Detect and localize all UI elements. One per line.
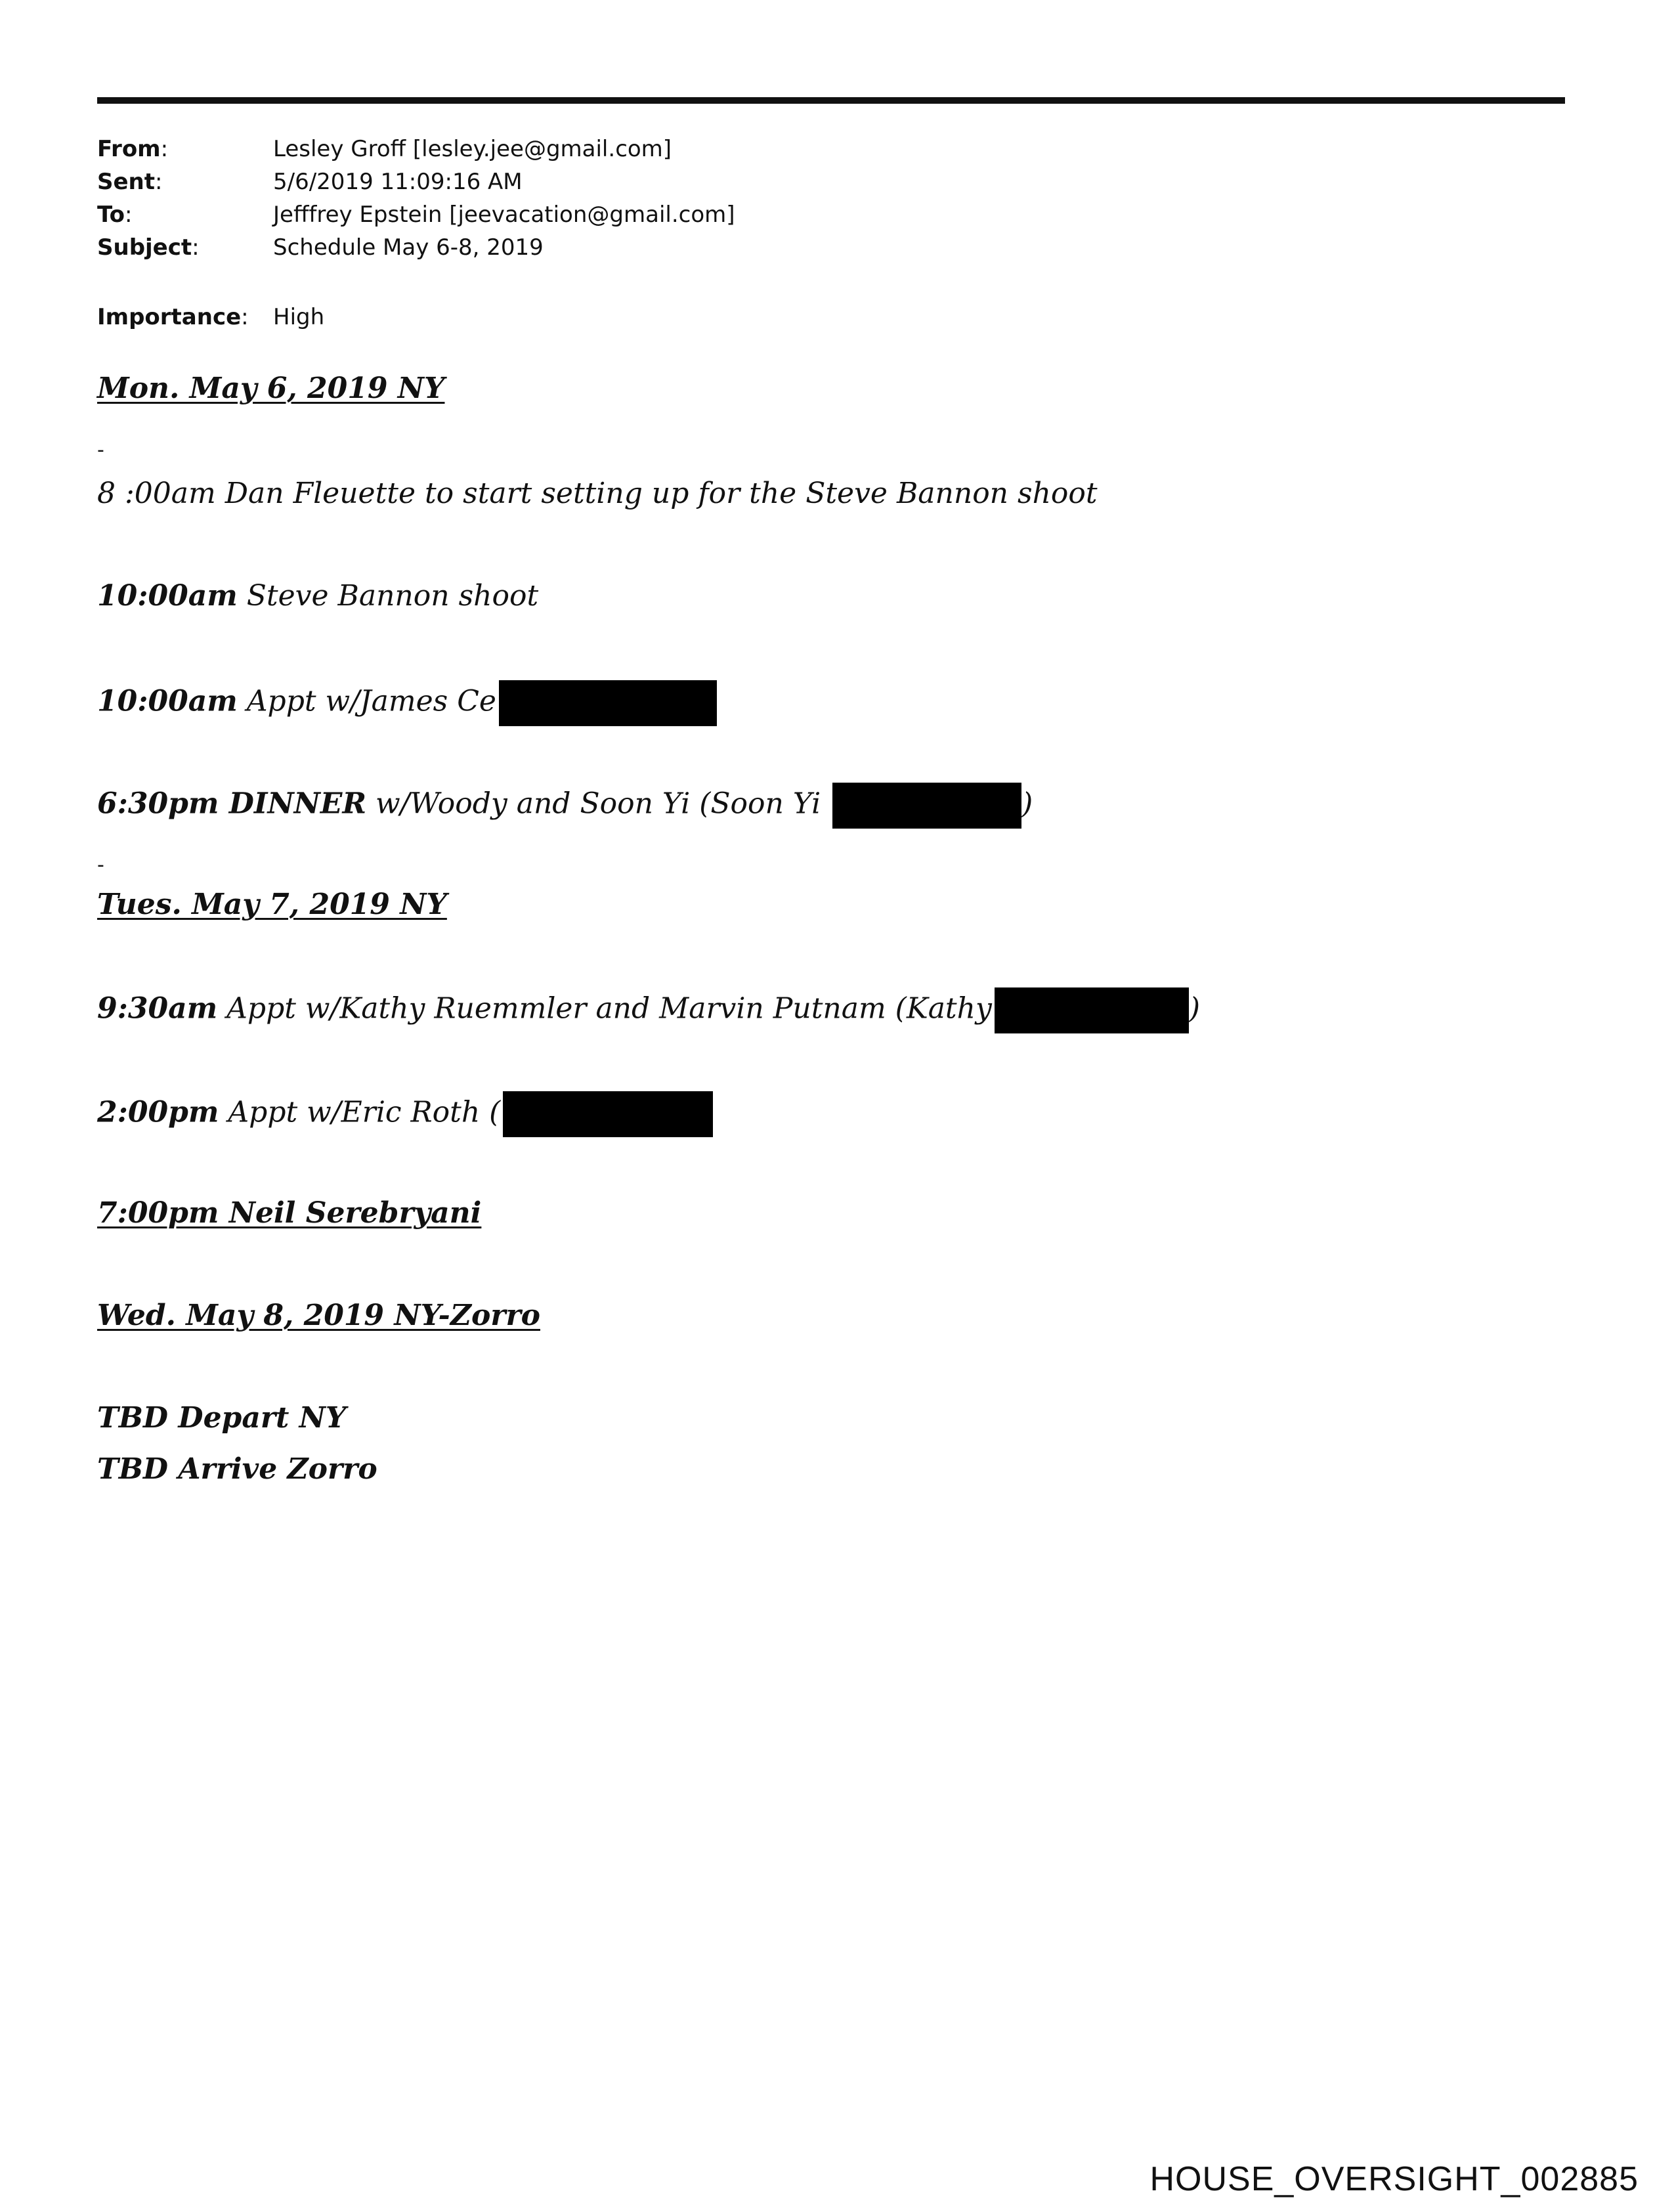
item-time: 9:30am	[97, 991, 218, 1026]
from-label: From	[97, 136, 161, 162]
schedule-item-dinner	[97, 783, 1033, 829]
schedule-item-depart: TBD Depart NY	[97, 1401, 347, 1435]
separator-dash: -	[97, 854, 104, 877]
from-value: Lesley Groff [lesley.jee@gmail.com]	[273, 136, 672, 162]
schedule-item-appt-james	[97, 680, 717, 726]
sent-row: Sent: 5/6/2019 11:09:16 AM	[97, 165, 735, 198]
subject-label: Subject	[97, 234, 192, 261]
redaction-block	[503, 1091, 713, 1137]
schedule-item-appt-eric	[97, 1091, 713, 1137]
day-heading-monday: Mon. May 6, 2019 NY	[97, 372, 445, 405]
item-text: Appt w/Eric Roth (	[219, 1095, 501, 1129]
day-heading-wednesday: Wed. May 8, 2019 NY-Zorro	[97, 1299, 540, 1332]
schedule-item-neil: 7:00pm Neil Serebryani	[97, 1196, 482, 1230]
redaction-block	[499, 680, 717, 726]
item-text: Appt w/Kathy Ruemmler and Marvin Putnam (Kathy	[217, 991, 992, 1026]
item-time: 10:00am	[97, 579, 238, 613]
item-time: 6:30pm DINNER	[97, 787, 367, 821]
item-time: 10:00am	[97, 684, 238, 718]
schedule-item-appt-kathy	[97, 987, 1200, 1033]
header-rule	[97, 97, 1565, 104]
separator-dash: -	[97, 439, 104, 462]
to-value: Jefffrey Epstein [jeevacation@gmail.com]	[273, 202, 735, 228]
subject-row: Subject: Schedule May 6-8, 2019	[97, 231, 735, 264]
schedule-item-bannon-shoot	[97, 576, 538, 616]
subject-value: Schedule May 6-8, 2019	[273, 234, 544, 261]
redaction-block	[832, 783, 1021, 829]
item-text: Steve Bannon shoot	[237, 579, 539, 613]
item-text: w/Woody and Soon Yi (Soon Yi	[366, 787, 830, 821]
schedule-item-setup: 8 :00am Dan Fleuette to start setting up for the Steve Bannon shoot	[97, 477, 1098, 510]
sent-value: 5/6/2019 11:09:16 AM	[273, 169, 523, 195]
schedule-item-arrive: TBD Arrive Zorro	[97, 1452, 377, 1486]
item-close: )	[1188, 991, 1200, 1026]
sent-label: Sent	[97, 169, 156, 195]
to-row: To: Jefffrey Epstein [jeevacation@gmail.com]	[97, 198, 735, 231]
bates-number: HOUSE_OVERSIGHT_002885	[1149, 2160, 1639, 2198]
item-close: )	[1021, 787, 1033, 821]
item-text: Appt w/James Ce	[237, 684, 496, 718]
item-time: 2:00pm	[97, 1095, 219, 1129]
email-headers	[97, 133, 735, 264]
importance-label: Importance	[97, 304, 242, 330]
day-heading-tuesday: Tues. May 7, 2019 NY	[97, 888, 447, 921]
to-label: To	[97, 202, 125, 228]
importance-row: Importance: High	[97, 301, 324, 334]
importance-value: High	[273, 304, 325, 330]
from-row: From: Lesley Groff [lesley.jee@gmail.com]	[97, 133, 735, 165]
redaction-block	[995, 987, 1189, 1033]
